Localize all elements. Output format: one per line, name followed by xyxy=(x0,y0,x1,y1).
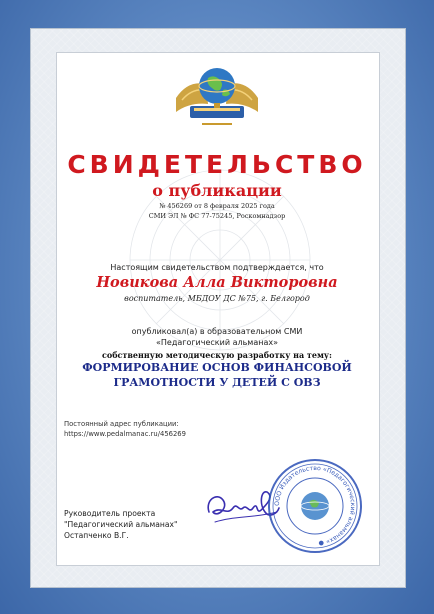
signer-name: Остапченко В.Г. xyxy=(64,531,129,540)
certificate-title: СВИДЕТЕЛЬСТВО xyxy=(67,150,367,179)
svg-text:ООО Издательство «Педагогическ: ООО Издательство «Педагогический альманах» ● xyxy=(273,464,357,547)
signer-line-1: Руководитель проекта xyxy=(64,509,156,518)
confirm-text: Настоящим свидетельством подтверждается, что xyxy=(110,263,324,272)
published-line-2: «Педагогический альманах» xyxy=(155,338,278,347)
work-title xyxy=(76,360,358,390)
signer-line-2: "Педагогический альманах" xyxy=(64,520,178,529)
round-seal-stamp xyxy=(266,457,364,555)
published-text xyxy=(56,326,378,348)
certificate-meta xyxy=(56,201,378,221)
work-title-line-1: ФОРМИРОВАНИЕ ОСНОВ ФИНАНСОВОЙ xyxy=(82,361,352,374)
certificate-number: № 456269 от 8 февраля 2025 года xyxy=(159,202,275,210)
signer-block xyxy=(64,508,178,541)
publication-url[interactable]: https://www.pedalmanac.ru/456269 xyxy=(64,430,186,438)
certificate-subtitle: о публикации xyxy=(152,181,282,200)
published-line-1: опубликовал(а) в образовательном СМИ xyxy=(131,327,303,336)
recipient-position: воспитатель, МБДОУ ДС №75, г. Белгород xyxy=(124,294,310,303)
work-intro: собственную методическую разработку на тему: xyxy=(101,350,332,360)
url-label: Постоянный адрес публикации: xyxy=(64,420,179,428)
recipient-name: Новикова Алла Викторовна xyxy=(96,274,338,291)
media-registration: СМИ ЭЛ № ФС 77-75245, Роскомнадзор xyxy=(148,212,286,220)
globe-book-emblem-icon xyxy=(168,58,266,130)
work-title-line-2: ГРАМОТНОСТИ У ДЕТЕЙ С ОВЗ xyxy=(113,376,321,389)
